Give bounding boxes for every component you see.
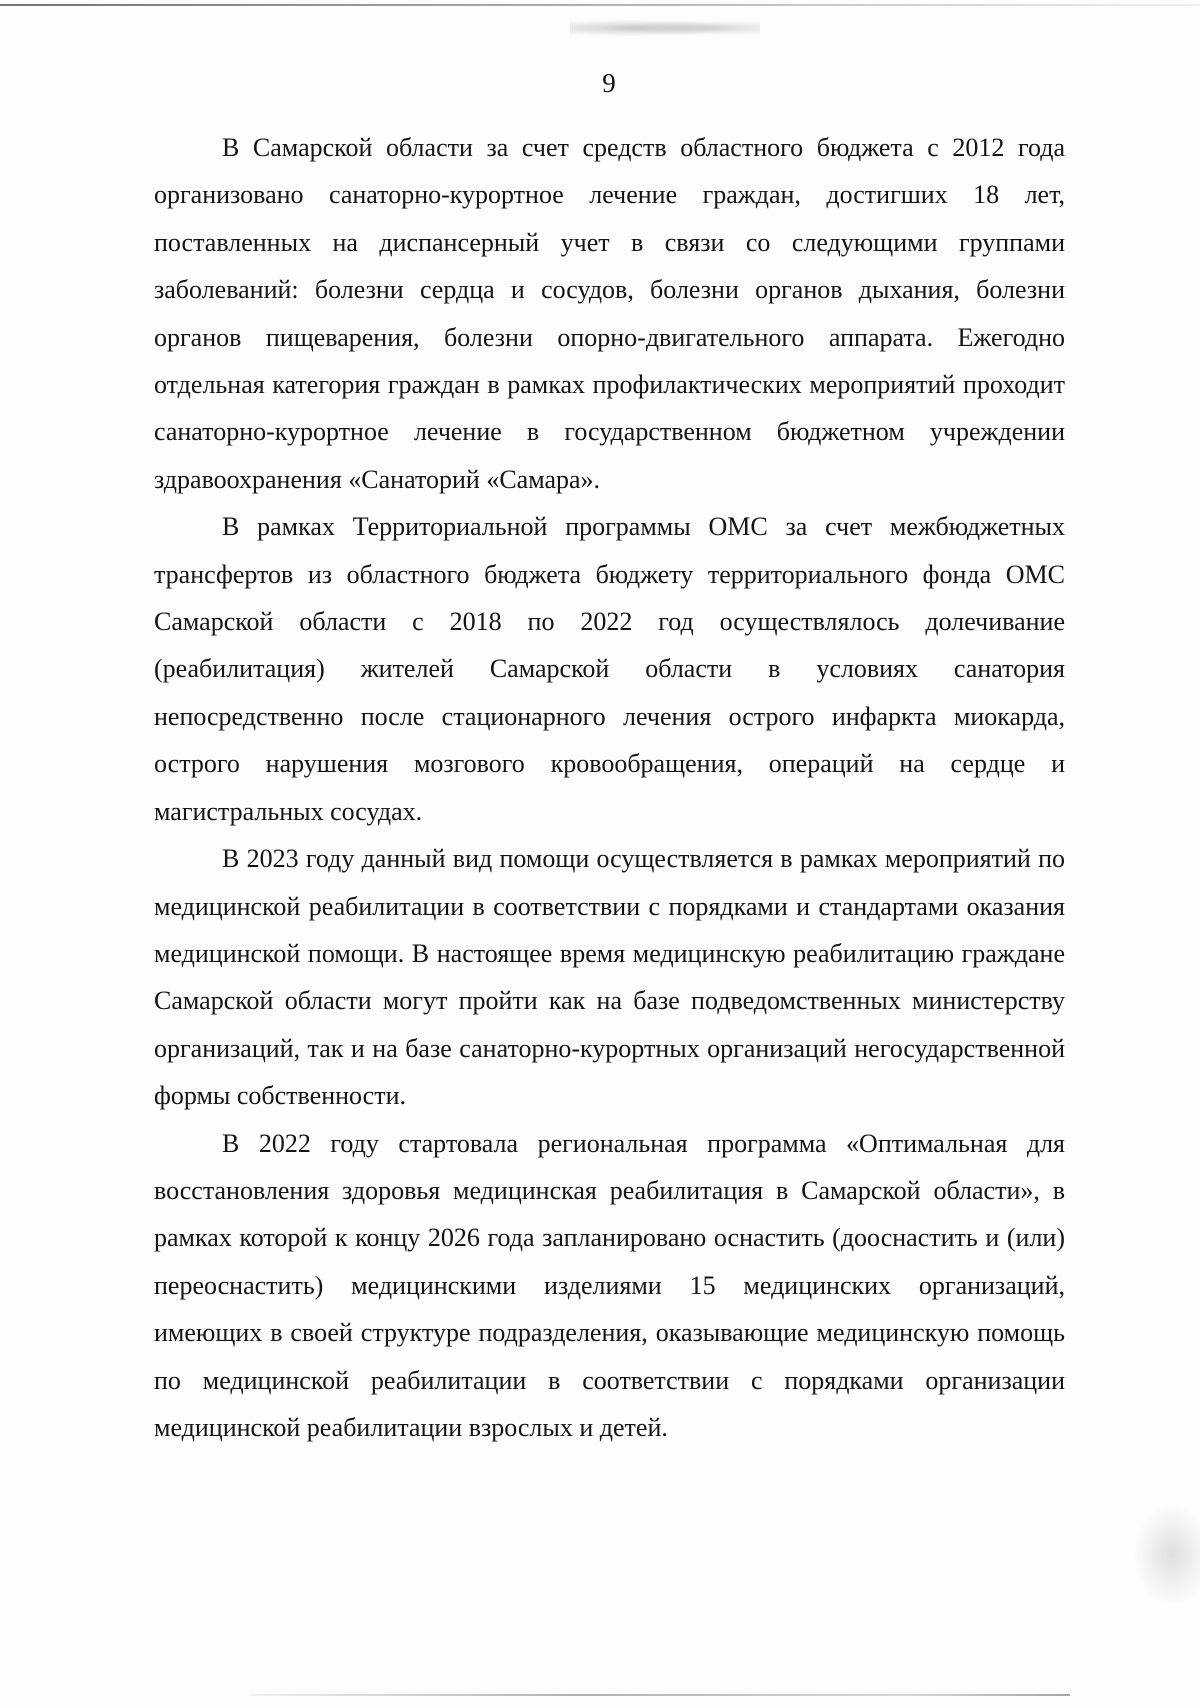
paragraph-territorial-program: В рамках Территориальной программы ОМС за счет межбюджетных трансфертов из областного бюджета бюджету территориального фонда ОМС Самарской области с 2018 по 2022 год осуществлялось долечивание (реабилитация) жителей Самарской области в условиях санатория непосредственно после стационарного лечения острого инфаркта миокарда, острого нарушения мозгового кровообращения, операций на сердце и магистральных сосудах. [154, 512, 1065, 826]
paragraph-rehabilitation-2023: В 2023 году данный вид помощи осуществляется в рамках мероприятий по медицинской реабилитации в соответствии с порядками и стандартами оказания медицинской помощи. В настоящее время медицинскую реабилитацию граждане Самарской области могут пройти как на базе подведомственных министерству организаций, так и на базе санаторно-курортных организаций негосударственной формы собственности. [154, 844, 1065, 1111]
scan-speck-right [1130, 1500, 1200, 1610]
scan-edge-top [0, 4, 1200, 6]
page-number: 9 [602, 68, 616, 98]
paragraph-regional-program-2022: В 2022 году стартовала региональная программа «Оптимальная для восстановления здоровья медицинская реабилитация в Самарской области», в рамках которой к концу 2026 года запланировано оснастить (дооснастить и (или) переоснастить) медицинскими изделиями 15 медицинских организаций, имеющих в своей структуре подразделения, оказывающие медицинскую помощь по медицинской реабилитации в соответствии с порядками организации медицинской реабилитации взрослых и детей. [154, 1128, 1065, 1442]
scan-edge-bottom [250, 1694, 1070, 1696]
document-body [154, 124, 1065, 1451]
paragraph-sanatorium-treatment: В Самарской области за счет средств областного бюджета с 2012 года организовано санаторно-курортное лечение граждан, достигших 18 лет, поставленных на диспансерный учет в связи со следующими группами заболеваний: болезни сердца и сосудов, болезни органов дыхания, болезни органов пищеварения, болезни опорно-двигательного аппарата. Ежегодно отдельная категория граждан в рамках профилактических мероприятий проходит санаторно-курортное лечение в государственном бюджетном учреждении здравоохранения «Санаторий «Самара». [154, 133, 1065, 494]
scan-speck-top [570, 18, 760, 38]
